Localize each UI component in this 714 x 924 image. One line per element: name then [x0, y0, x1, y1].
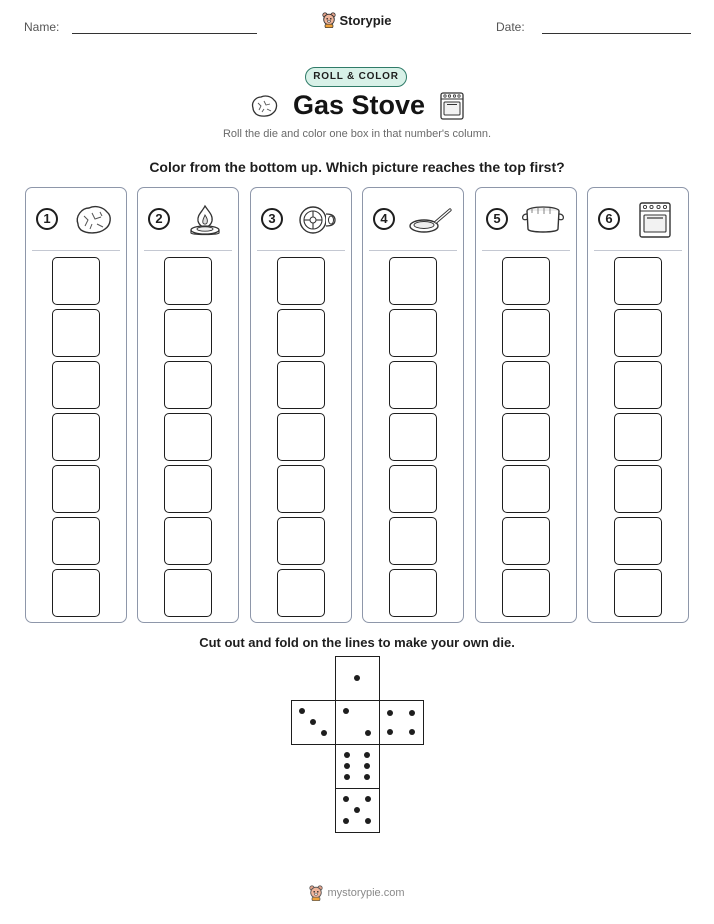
- color-box[interactable]: [52, 257, 100, 305]
- color-box[interactable]: [52, 309, 100, 357]
- rock-icon: [249, 93, 279, 119]
- color-box[interactable]: [502, 413, 550, 461]
- title-row: [0, 90, 714, 124]
- date-label: Date:: [496, 20, 525, 34]
- die-pip: [343, 818, 349, 824]
- die-pip: [343, 708, 349, 714]
- color-box[interactable]: [614, 309, 662, 357]
- column-divider: [144, 250, 232, 251]
- storypie-logo-icon: [309, 885, 323, 901]
- color-box[interactable]: [52, 569, 100, 617]
- die-face-2: [335, 700, 380, 745]
- color-box[interactable]: [277, 257, 325, 305]
- die-face-6: [335, 744, 380, 789]
- color-box[interactable]: [277, 413, 325, 461]
- color-box[interactable]: [164, 465, 212, 513]
- burner-flame-icon: [182, 202, 228, 238]
- column-2: [137, 187, 239, 623]
- color-box[interactable]: [277, 361, 325, 409]
- column-6: [587, 187, 689, 623]
- column-number: 6: [598, 208, 620, 230]
- footer: [0, 885, 714, 906]
- color-box[interactable]: [502, 465, 550, 513]
- color-box[interactable]: [502, 361, 550, 409]
- name-line[interactable]: [72, 33, 257, 34]
- die-pip: [365, 796, 371, 802]
- column-divider: [482, 250, 570, 251]
- die-face-3: [291, 700, 336, 745]
- die-pip: [364, 763, 370, 769]
- brand-header: [0, 12, 714, 33]
- die-face-5: [335, 788, 380, 833]
- color-box[interactable]: [502, 257, 550, 305]
- column-divider: [369, 250, 457, 251]
- color-box[interactable]: [502, 309, 550, 357]
- color-box[interactable]: [389, 257, 437, 305]
- page-title: Gas Stove: [292, 90, 426, 120]
- activity-badge: ROLL & COLOR: [305, 67, 407, 87]
- color-box[interactable]: [277, 465, 325, 513]
- die-pip: [409, 729, 415, 735]
- die-pip: [354, 675, 360, 681]
- color-box[interactable]: [52, 361, 100, 409]
- column-3: [250, 187, 352, 623]
- color-box[interactable]: [277, 309, 325, 357]
- column-5: [475, 187, 577, 623]
- gas-stove-icon: [439, 91, 465, 121]
- color-box[interactable]: [614, 569, 662, 617]
- cooking-pot-icon: [520, 202, 566, 238]
- color-box[interactable]: [614, 257, 662, 305]
- color-box[interactable]: [389, 465, 437, 513]
- color-box[interactable]: [389, 569, 437, 617]
- frying-pan-icon: [407, 202, 453, 238]
- color-box[interactable]: [502, 569, 550, 617]
- footer-url[interactable]: mystorypie.com: [327, 887, 405, 899]
- column-number: 2: [148, 208, 170, 230]
- die-pip: [409, 710, 415, 716]
- die-pip: [344, 763, 350, 769]
- column-number: 5: [486, 208, 508, 230]
- color-box[interactable]: [164, 569, 212, 617]
- die-pip: [321, 730, 327, 736]
- die-pip: [299, 708, 305, 714]
- color-box[interactable]: [52, 517, 100, 565]
- subtitle: Roll the die and color one box in that number's column.: [222, 128, 492, 140]
- color-box[interactable]: [277, 569, 325, 617]
- stove-knob-icon: [295, 202, 341, 238]
- die-pip: [365, 818, 371, 824]
- column-1: [25, 187, 127, 623]
- die-pip: [387, 729, 393, 735]
- die-pip: [344, 752, 350, 758]
- column-number: 4: [373, 208, 395, 230]
- column-divider: [32, 250, 120, 251]
- die-instruction: Cut out and fold on the lines to make your own die.: [199, 635, 515, 650]
- color-box[interactable]: [164, 517, 212, 565]
- color-box[interactable]: [389, 309, 437, 357]
- gas-stove-icon: [632, 202, 678, 238]
- die-face-1: [335, 656, 380, 701]
- die-pip: [354, 807, 360, 813]
- color-box[interactable]: [389, 517, 437, 565]
- name-label: Name:: [24, 20, 60, 34]
- color-box[interactable]: [164, 413, 212, 461]
- column-divider: [257, 250, 345, 251]
- column-number: 3: [261, 208, 283, 230]
- color-box[interactable]: [52, 413, 100, 461]
- die-pip: [310, 719, 316, 725]
- storypie-logo-icon: [322, 12, 336, 28]
- instruction: Color from the bottom up. Which picture reaches the top first?: [149, 159, 565, 175]
- die-pip: [343, 796, 349, 802]
- die-face-4: [379, 700, 424, 745]
- color-box[interactable]: [164, 257, 212, 305]
- rock-icon: [70, 202, 116, 238]
- date-line[interactable]: [542, 33, 691, 34]
- die-pip: [387, 710, 393, 716]
- color-box[interactable]: [389, 413, 437, 461]
- column-divider: [594, 250, 682, 251]
- die-pip: [344, 774, 350, 780]
- color-box[interactable]: [502, 517, 550, 565]
- color-box[interactable]: [614, 413, 662, 461]
- die-pip: [364, 774, 370, 780]
- color-box[interactable]: [52, 465, 100, 513]
- color-box[interactable]: [164, 309, 212, 357]
- die-pip: [364, 752, 370, 758]
- brand-name: Storypie: [339, 12, 392, 28]
- color-box[interactable]: [614, 517, 662, 565]
- column-4: [362, 187, 464, 623]
- color-box[interactable]: [614, 361, 662, 409]
- color-box[interactable]: [164, 361, 212, 409]
- die-pip: [365, 730, 371, 736]
- color-box[interactable]: [389, 361, 437, 409]
- color-box[interactable]: [614, 465, 662, 513]
- color-box[interactable]: [277, 517, 325, 565]
- column-number: 1: [36, 208, 58, 230]
